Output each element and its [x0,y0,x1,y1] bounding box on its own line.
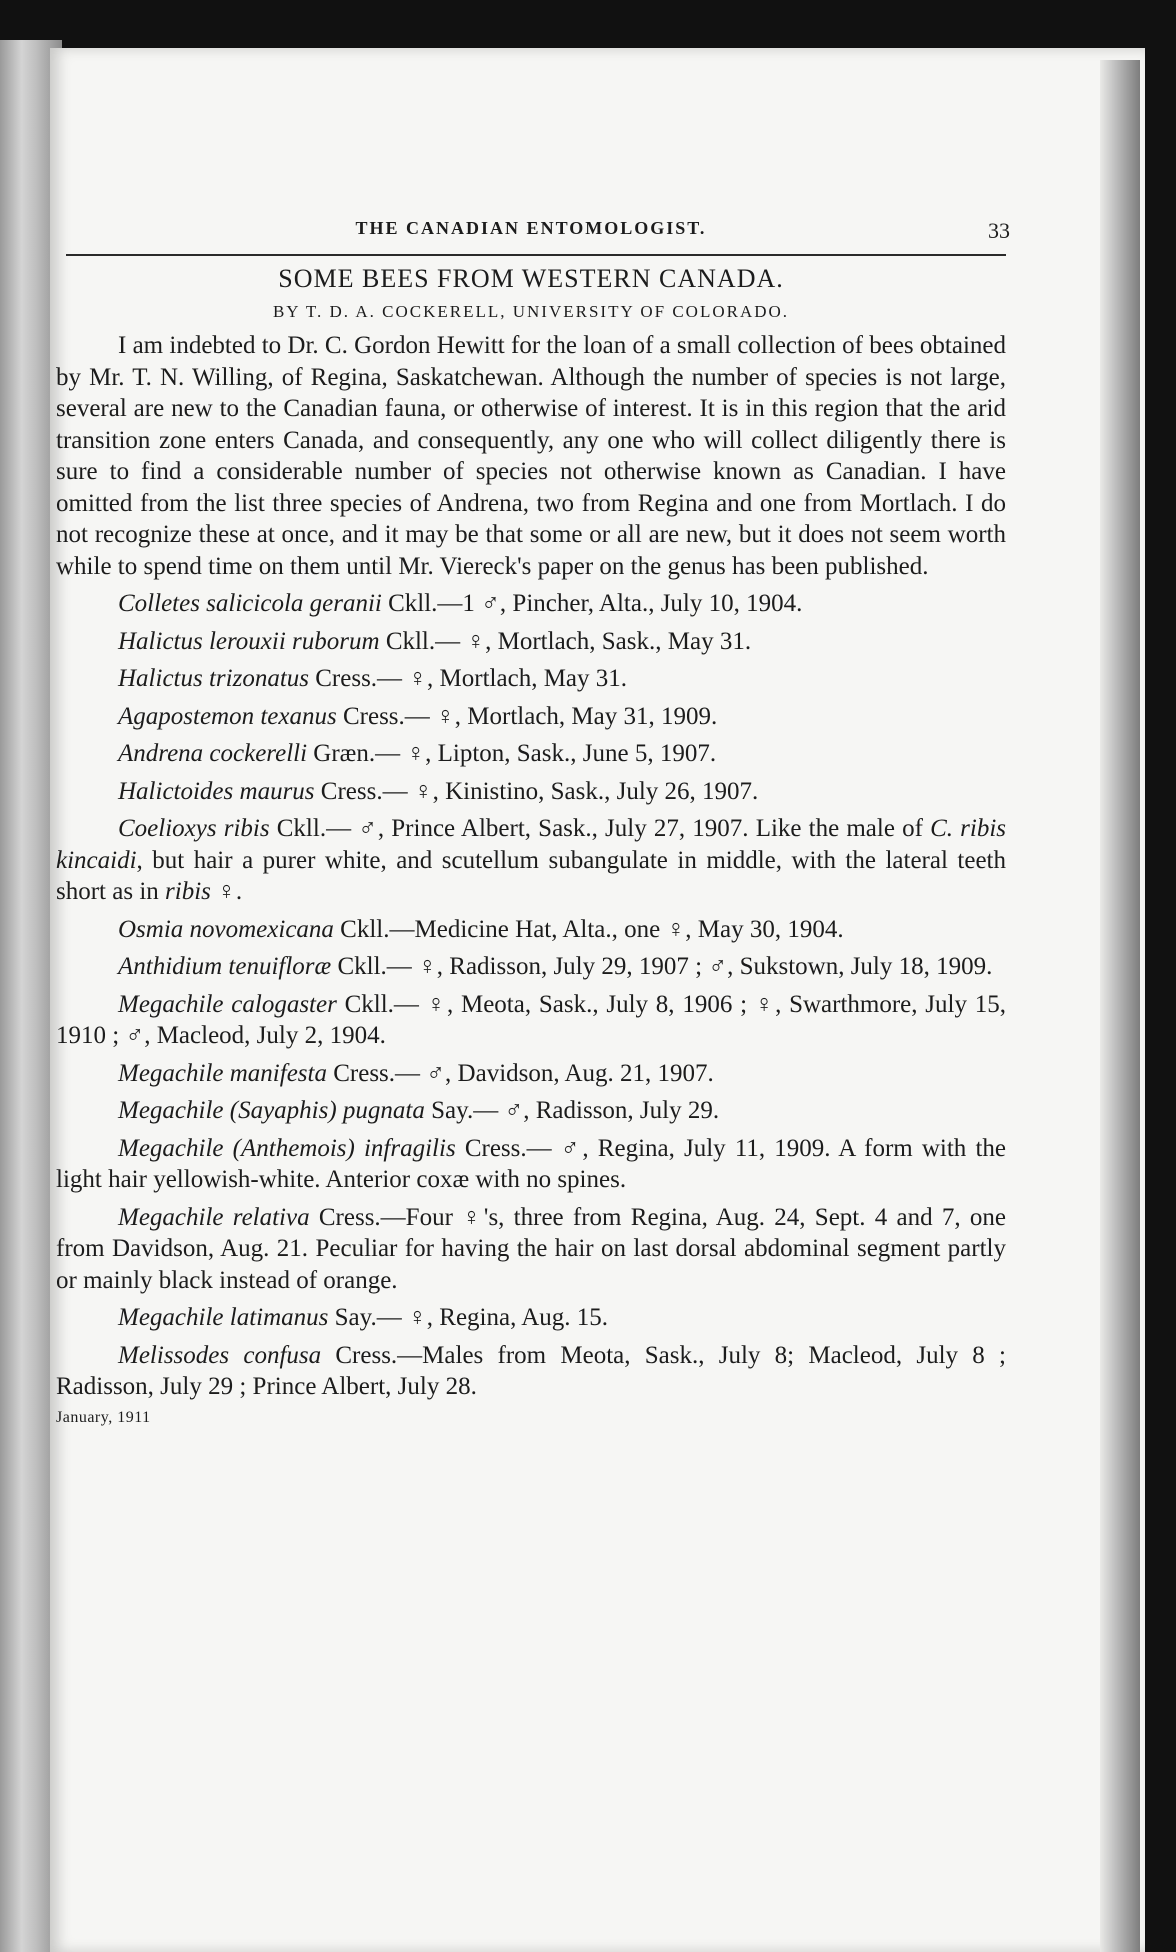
species-name: Agapostemon texanus [118,702,337,730]
species-name-tertiary: ribis [165,878,211,905]
species-name: Colletes salicicola geranii [118,590,382,617]
species-entry [56,1302,1006,1334]
species-list [56,588,1006,1403]
entry-text-tertiary: ♀. [210,878,243,905]
entry-text: Cress.— ♂, Regina, July 11, 1909. A form with the light hair yellowish-white. Anterior coxæ with no spines. [56,1134,1006,1193]
species-entry [56,951,1006,983]
species-entry [56,776,1006,808]
header-rule [66,254,1006,256]
species-name: Andrena cockerelli [118,740,308,767]
species-entry [56,663,1006,695]
article-title: SOME BEES FROM WESTERN CANADA. [278,264,784,293]
species-entry [56,701,1006,733]
species-name: Megachile latimanus [118,1304,329,1331]
species-name-secondary: C. ribis kincaidi [56,815,1007,874]
species-name: Anthidium tenuifloræ [118,953,332,980]
footer-date: January, 1911 [56,1408,151,1426]
species-entry [56,1340,1006,1403]
entry-text: Cress.—Four ♀'s, three from Regina, Aug. 24, Sept. 4 and 7, one from Davidson, Aug. 21. Peculiar for having the hair on last dorsal abdominal segment partly or mainly black instead of orange. [56,1203,1007,1294]
text-block [56,218,1010,1427]
entry-text: Ckll.— ♀, Meota, Sask., July 8, 1906 ; ♀, Swarthmore, July 15, 1910 ; ♂, Macleod, July 2, 1904. [56,990,1006,1049]
running-head [56,218,1010,258]
entry-text: Cress.— ♀, Mortlach, May 31, 1909. [336,702,718,730]
intro-paragraph: I am indebted to Dr. C. Gordon Hewitt for the loan of a small collection of bees obtained by Mr. T. N. Willing, of Regina, Saskatchewan. Although the number of species is not large, several are new to the Canadian fauna, or otherwise of interest. It is in this region that the arid transition zone enters Canada, and consequently, any one who will collect diligently there is sure to find a considerable number of species not otherwise known as Canadian. I have omitted from the list three species of Andrena, two from Regina and one from Mortlach. I do not recognize these at once, and it may be that some or all are new, but it does not seem worth while to spend time on them until Mr. Viereck's paper on the genus has been published. [56,332,1006,580]
species-name: Melissodes confusa [118,1341,322,1369]
species-name: Halictus trizonatus [118,665,309,692]
species-entry [56,1058,1006,1090]
species-entry [56,1095,1006,1127]
species-entry [56,1202,1006,1297]
entry-text: Ckll.— ♀, Mortlach, Sask., May 31. [379,627,752,655]
entry-text: Ckll.— ♀, Radisson, July 29, 1907 ; ♂, Sukstown, July 18, 1909. [331,953,993,980]
page-number: 33 [988,218,1010,243]
species-name: Megachile relativa [118,1203,310,1231]
entry-text-secondary: , but hair a purer white, and scutellum subangulate in middle, with the lateral teeth short as in [56,846,1006,905]
species-entry [56,626,1006,658]
species-name: Megachile calogaster [118,990,337,1018]
entry-text: Cress.— ♀, Mortlach, May 31. [309,665,628,692]
entry-text: Cress.— ♀, Kinistino, Sask., July 26, 1907. [314,777,759,805]
entry-text: Say.— ♂, Radisson, July 29. [424,1097,720,1124]
byline: BY T. D. A. COCKERELL, UNIVERSITY OF COLORADO. [272,302,790,321]
page-edge [1100,60,1140,1952]
entry-text: Ckll.— ♂, Prince Albert, Sask., July 27, 1907. Like the male of [269,815,931,842]
species-entry [56,989,1006,1052]
species-entry [56,1133,1006,1196]
entry-text: Cress.—Males from Meota, Sask., July 8; Macleod, July 8 ; Radisson, July 29 ; Prince Albert, July 28. [56,1341,1006,1400]
species-entry [56,813,1006,908]
species-name: Megachile (Anthemois) infragilis [118,1134,456,1162]
species-entry [56,738,1006,770]
entry-text: Say.— ♀, Regina, Aug. 15. [328,1304,609,1331]
species-entry [56,588,1006,620]
running-title: THE CANADIAN ENTOMOLOGIST. [355,218,707,238]
species-entry [56,914,1006,946]
species-name: Osmia novomexicana [118,915,334,943]
entry-text: Græn.— ♀, Lipton, Sask., June 5, 1907. [307,740,717,767]
species-name: Coelioxys ribis [118,815,270,842]
species-name: Halictus lerouxii ruborum [118,627,380,655]
entry-text: Ckll.—1 ♂, Pincher, Alta., July 10, 1904. [381,590,803,617]
species-name: Halictoides maurus [118,777,315,805]
species-name: Megachile manifesta [118,1059,327,1087]
entry-text: Ckll.—Medicine Hat, Alta., one ♀, May 30, 1904. [333,915,844,943]
species-name: Megachile (Sayaphis) pugnata [118,1097,425,1124]
entry-text: Cress.— ♂, Davidson, Aug. 21, 1907. [326,1059,714,1087]
